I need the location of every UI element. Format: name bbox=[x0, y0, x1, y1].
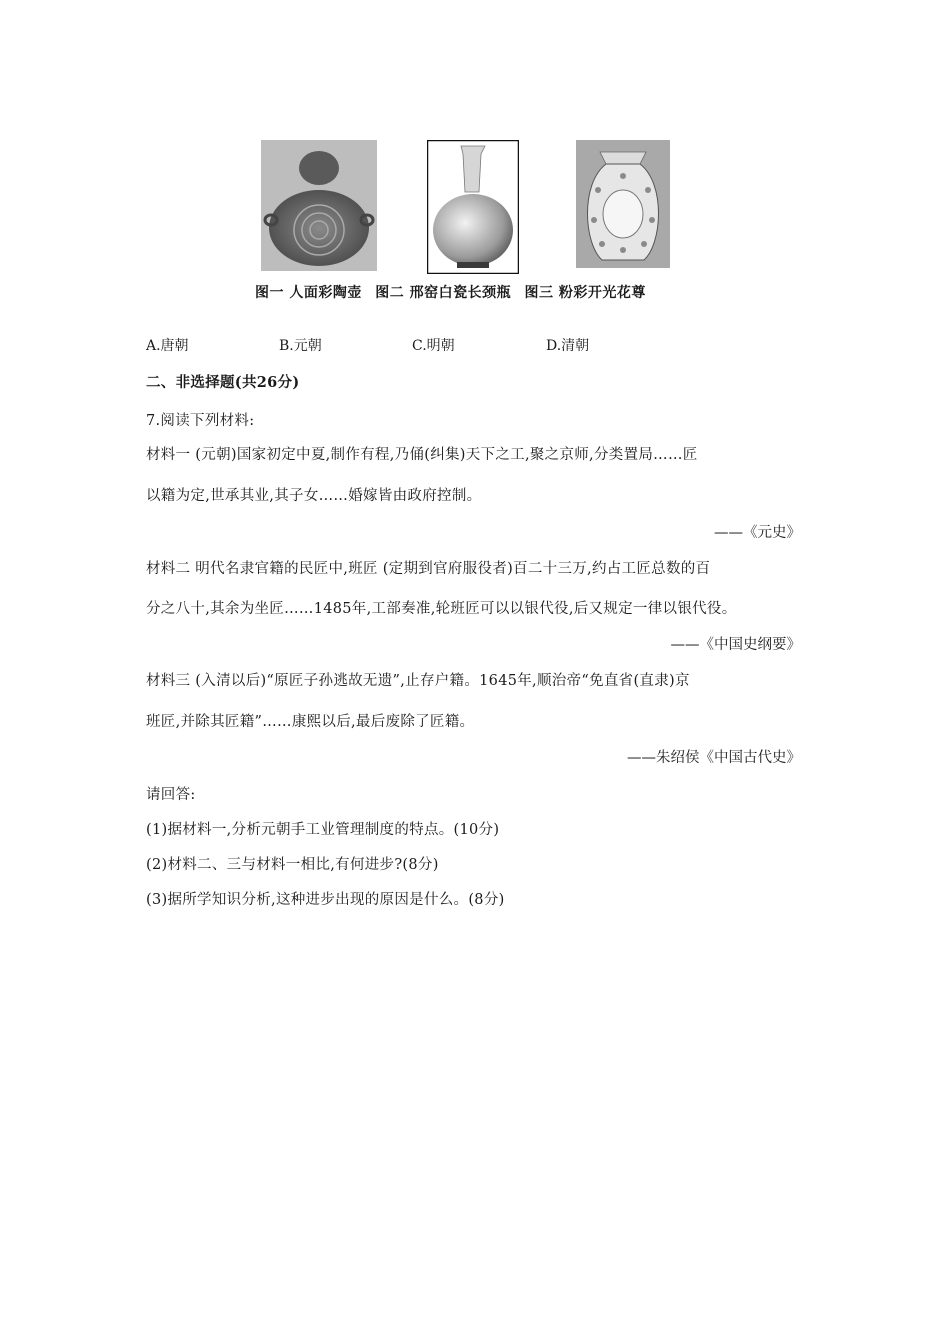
question-2: (2)材料二、三与材料一相比,有何进步?(8分) bbox=[146, 857, 439, 873]
figure-row bbox=[261, 140, 701, 275]
figure-white-porcelain-vase-image bbox=[427, 140, 519, 274]
material3-line2: 班匠,并除其匠籍”……康熙以后,最后废除了匠籍。 bbox=[146, 714, 475, 730]
question-1: (1)据材料一,分析元朝手工业管理制度的特点。(10分) bbox=[146, 822, 500, 838]
answer-prompt: 请回答: bbox=[146, 787, 196, 803]
material1-line1: 材料一 (元朝)国家初定中夏,制作有程,乃俑(纠集)天下之工,聚之京师,分类置局……匠 bbox=[146, 447, 698, 463]
material2-line2: 分之八十,其余为坐匠……1485年,工部奏准,轮班匠可以以银代役,后又规定一律以银代役。 bbox=[146, 601, 737, 617]
section-heading: 二、非选择题(共26分) bbox=[146, 374, 300, 391]
material2-line1: 材料二 明代名隶官籍的民匠中,班匠 (定期到官府服役者)百二十三万,约占工匠总数的百 bbox=[146, 561, 711, 577]
figure-famille-rose-vase-image bbox=[576, 140, 670, 268]
option-d[interactable]: D.清朝 bbox=[546, 338, 590, 354]
material3-source: ——朱绍侯《中国古代史》 bbox=[627, 750, 801, 766]
material2-source: ——《中国史纲要》 bbox=[670, 637, 801, 653]
material1-source: ——《元史》 bbox=[714, 525, 801, 541]
question-3: (3)据所学知识分析,这种进步出现的原因是什么。(8分) bbox=[146, 892, 505, 908]
caption-fig3: 图三 粉彩开光花尊 bbox=[524, 285, 646, 301]
figure-captions bbox=[255, 282, 715, 302]
option-c[interactable]: C.明朝 bbox=[412, 338, 455, 354]
question-intro: 7.阅读下列材料: bbox=[146, 413, 255, 429]
caption-fig2: 图二 邢窑白瓷长颈瓶 bbox=[375, 285, 512, 301]
material1-line2: 以籍为定,世承其业,其子女……婚嫁皆由政府控制。 bbox=[146, 488, 482, 504]
material3-line1: 材料三 (入清以后)“原匠子孙逃故无遗”,止存户籍。1645年,顺治帝“免直省(直隶)京 bbox=[146, 673, 690, 689]
figure-pottery-pot-image bbox=[261, 140, 377, 271]
caption-fig1: 图一 人面彩陶壶 bbox=[255, 285, 362, 301]
option-a[interactable]: A.唐朝 bbox=[146, 338, 189, 354]
option-b[interactable]: B.元朝 bbox=[279, 338, 322, 354]
